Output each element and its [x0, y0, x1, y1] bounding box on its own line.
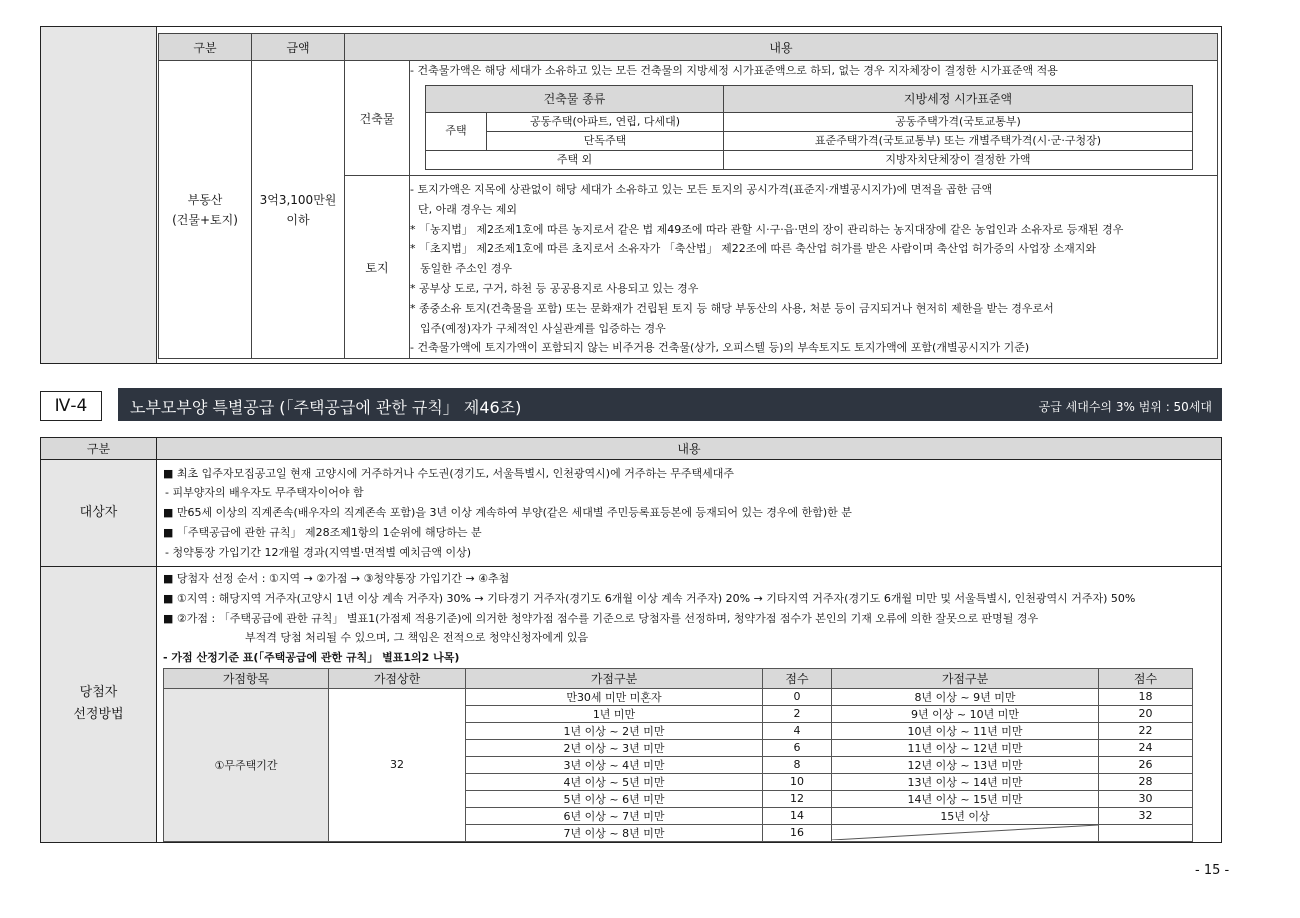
land-line: * 공부상 도로, 구거, 하천 등 공공용지로 사용되고 있는 경우: [410, 281, 699, 295]
score-range: 6년 이상 ~ 7년 미만: [466, 807, 763, 824]
building-intro: - 건축물가액은 해당 세대가 소유하고 있는 모든 건축물의 지방세정 시가표준액으로 하되, 없는 경우 지자체장이 결정한 시가표준액 적용: [410, 64, 1058, 77]
score-range: 9년 이상 ~ 10년 미만: [832, 705, 1099, 722]
score-range: 15년 이상: [832, 807, 1099, 824]
score-points: 18: [1099, 688, 1193, 705]
land-line: - 토지가액은 지목에 상관없이 해당 세대가 소유하고 있는 모든 토지의 공시가격(표준지·개별공시지가)에 면적을 곱한 금액: [410, 183, 993, 196]
score-points: 4: [763, 722, 832, 739]
score-range: 14년 이상 ~ 15년 미만: [832, 790, 1099, 807]
score-range: 10년 이상 ~ 11년 미만: [832, 722, 1099, 739]
page-number: - 15 -: [1195, 863, 1230, 878]
score-range: 11년 이상 ~ 12년 미만: [832, 739, 1099, 756]
land-content: [410, 176, 1218, 359]
score-points: 8: [763, 756, 832, 773]
score-range: 8년 이상 ~ 9년 미만: [832, 688, 1099, 705]
score-points: 32: [1099, 807, 1193, 824]
property-table: [158, 33, 1218, 359]
land-label: 토지: [345, 176, 410, 359]
score-item: ①무주택기간: [164, 688, 329, 841]
section-header-bar: [118, 388, 1222, 421]
score-max: 32: [329, 688, 466, 841]
score-points: 14: [763, 807, 832, 824]
empty-diagonal-cell: [832, 824, 1099, 841]
score-header: 가점구분: [832, 668, 1099, 688]
target-label: 대상자: [41, 460, 157, 567]
land-line: * 「농지법」 제2조제1호에 따른 농지로서 같은 법 제49조에 따라 관할 시·구·읍·면의 장이 관리하는 농지대장에 같은 농업인과 소유자로 등재된 경우: [410, 222, 1124, 236]
land-line: 동일한 주소인 경우: [420, 262, 513, 276]
score-points: 20: [1099, 705, 1193, 722]
score-points: 10: [763, 773, 832, 790]
score-points: 2: [763, 705, 832, 722]
land-line: 입주(예정)자가 구체적인 사실관계를 입증하는 경우: [420, 321, 666, 335]
header-content: 내용: [345, 34, 1218, 61]
target-line: ■ 「주택공급에 관한 규칙」 제28조제1항의 1순위에 해당하는 분: [163, 525, 482, 539]
building-value: 공동주택가격(국토교통부): [724, 112, 1193, 131]
score-points: 6: [763, 739, 832, 756]
score-table: [163, 668, 1193, 842]
method-line: 부적격 당첨 처리될 수 있으며, 그 책임은 전적으로 청약신청자에게 있음: [245, 631, 589, 645]
building-type: 공동주택(아파트, 연립, 다세대): [487, 112, 724, 131]
score-range: 7년 이상 ~ 8년 미만: [466, 824, 763, 841]
score-range: 2년 이상 ~ 3년 미만: [466, 739, 763, 756]
score-points: 24: [1099, 739, 1193, 756]
score-range: 5년 이상 ~ 6년 미만: [466, 790, 763, 807]
score-points: 26: [1099, 756, 1193, 773]
score-points: 30: [1099, 790, 1193, 807]
category-cell: [159, 61, 252, 359]
land-line: - 건축물가액에 토지가액이 포함되지 않는 비주거용 건축물(상가, 오피스텔 등)의 부속토지도 토지가액에 포함(개별공시지가 기준): [410, 341, 1030, 355]
method-label-line-2: 선정방법: [73, 707, 124, 723]
amount-line-2: 이하: [286, 212, 310, 227]
method-content: [157, 567, 1222, 843]
score-range: 4년 이상 ~ 5년 미만: [466, 773, 763, 790]
building-type-header: 건축물 종류: [426, 85, 724, 112]
housing-label: 주택: [426, 112, 487, 150]
diagonal-line: [832, 825, 1098, 840]
amount-line-1: 3억3,100만원: [259, 192, 337, 207]
header-amount: 금액: [252, 34, 345, 61]
method-line: ■ 당첨자 선정 순서 : ①지역 → ②가점 → ③청약통장 가입기간 → ④추첨: [163, 572, 510, 585]
building-type: 주택 외: [426, 150, 724, 169]
method-line: ■ ①지역 : 해당지역 거주자(고양시 1년 이상 계속 거주자) 30% → 기타경기 거주자(경기도 6개월 이상 계속 거주자) 20% → 기타지역 거주자(경기도 6개월 미만 및 서울특별시, 인천광역시 거주자) 50%: [163, 591, 1136, 605]
amount-cell: [252, 61, 345, 359]
land-line: * 종중소유 토지(건축물을 포함) 또는 문화재가 건립된 토지 등 해당 부동산의 사용, 처분 등이 금지되거나 현저히 제한을 받는 경우로서: [410, 301, 1054, 315]
building-value-table: [425, 85, 1193, 170]
target-line: - 청약통장 가입기간 12개월 경과(지역별·면적별 예치금액 이상): [165, 545, 472, 559]
header-category: 구분: [159, 34, 252, 61]
land-line: * 「초지법」 제2조제1호에 따른 초지로서 소유자가 「축산법」 제22조에 따른 축산업 허가를 받은 사람이며 축산업 허가증의 사업장 소재지와: [410, 242, 1096, 256]
score-points: 22: [1099, 722, 1193, 739]
score-range: 3년 이상 ~ 4년 미만: [466, 756, 763, 773]
score-range: 1년 미만: [466, 705, 763, 722]
building-value: 표준주택가격(국토교통부) 또는 개별주택가격(시·군·구청장): [724, 131, 1193, 150]
score-header: 점수: [763, 668, 832, 688]
method-line: - 가점 산정기준 표(「주택공급에 관한 규칙」 별표1의2 나목): [163, 651, 460, 665]
score-points: [1099, 824, 1193, 841]
score-header: 가점상한: [329, 668, 466, 688]
score-points: 16: [763, 824, 832, 841]
building-label: 건축물: [345, 61, 410, 176]
score-range: 12년 이상 ~ 13년 미만: [832, 756, 1099, 773]
building-value: 지방자치단체장이 결정한 가액: [724, 150, 1193, 169]
land-line: 단, 아래 경우는 제외: [418, 202, 517, 216]
supply-quota: 공급 세대수의 3% 범위 : 50세대: [1038, 400, 1212, 414]
score-header: 가점항목: [164, 668, 329, 688]
building-value-header: 지방세정 시가표준액: [724, 85, 1193, 112]
score-range: 만30세 미만 미혼자: [466, 688, 763, 705]
method-label-line-1: 당첨자: [79, 685, 118, 701]
method-line: ■ ②가점 : 「주택공급에 관한 규칙」 별표1(가점제 적용기준)에 의거한 청약가점 점수를 기준으로 당첨자를 선정하며, 청약가점 점수가 본인의 기재 오류에 의한 잘못으로 판명될 경우: [163, 611, 1039, 625]
left-margin-column: [41, 27, 157, 363]
target-content: [157, 460, 1222, 567]
score-range: 1년 이상 ~ 2년 미만: [466, 722, 763, 739]
method-label: [41, 567, 157, 843]
category-line-2: (건물+토지): [172, 212, 238, 227]
score-points: 12: [763, 790, 832, 807]
header-category: 구분: [41, 438, 157, 460]
score-points: 28: [1099, 773, 1193, 790]
score-range: 13년 이상 ~ 14년 미만: [832, 773, 1099, 790]
building-type: 단독주택: [487, 131, 724, 150]
score-header: 가점구분: [466, 668, 763, 688]
special-supply-table: [40, 437, 1222, 843]
target-line: - 피부양자의 배우자도 무주택자이어야 함: [165, 486, 364, 500]
target-line: ■ 만65세 이상의 직계존속(배우자의 직계존속 포함)을 3년 이상 계속하여 부양(같은 세대별 주민등록표등본에 등재되어 있는 경우에 한함)한 분: [163, 506, 852, 520]
section-number: Ⅳ-4: [40, 391, 102, 421]
category-line-1: 부동산: [187, 192, 223, 207]
section-title: 노부모부양 특별공급 (「주택공급에 관한 규칙」 제46조): [130, 398, 522, 417]
score-header: 점수: [1099, 668, 1193, 688]
property-section: [40, 26, 1222, 364]
target-line: ■ 최초 입주자모집공고일 현재 고양시에 거주하거나 수도권(경기도, 서울특별시, 인천광역시)에 거주하는 무주택세대주: [163, 466, 734, 480]
header-content: 내용: [157, 438, 1222, 460]
building-content: [410, 61, 1218, 176]
score-points: 0: [763, 688, 832, 705]
